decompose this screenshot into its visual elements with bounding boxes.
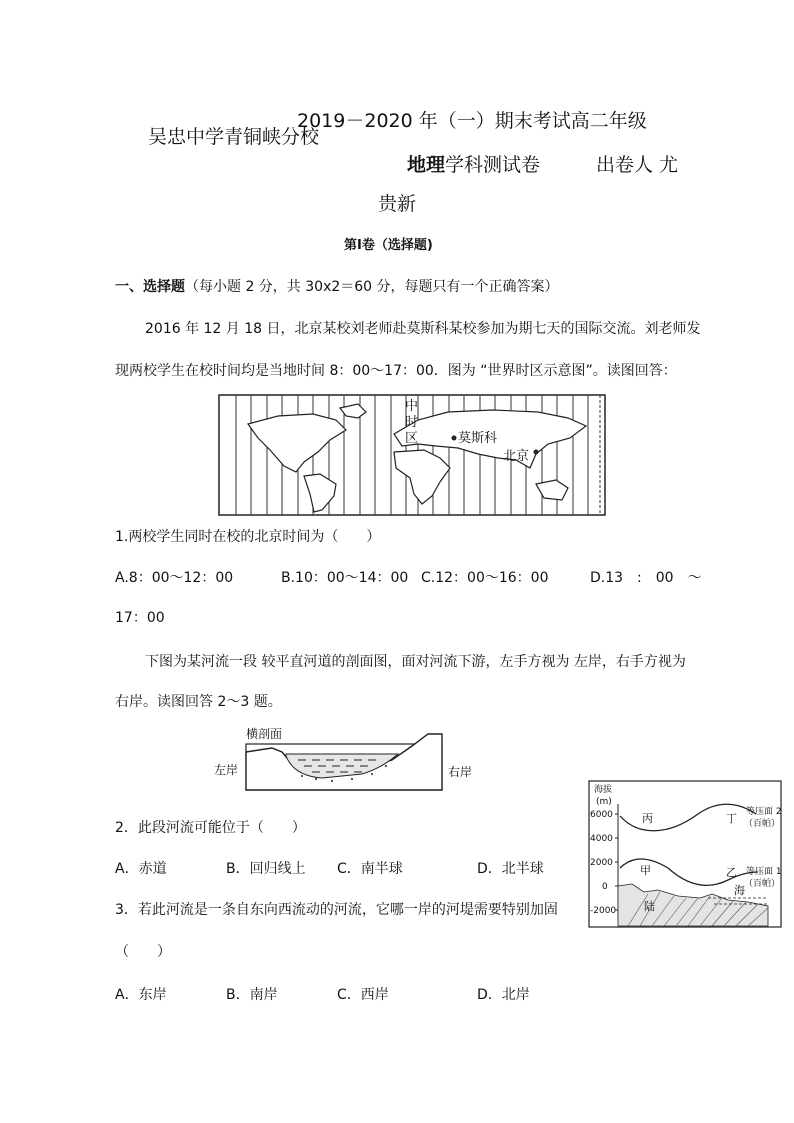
zone-char-1: 中 [405,399,419,414]
surface1-label: 等压面 1 [746,867,782,877]
q3-option-d: D．北岸 [477,987,530,1003]
subject-bold: 地理 [407,154,446,176]
point-bing: 丙 [642,812,653,825]
tick-minus-2000: -2000 [590,906,617,916]
q1-option-a: A.8：00～12：00 [115,570,234,586]
left-bank-label: 左岸 [214,763,239,777]
pressure-unit: (m) [596,797,612,807]
right-bank-label: 右岸 [448,765,473,779]
tick-2000: 2000 [590,858,613,868]
q3-option-c: C．西岸 [337,987,389,1003]
surface2-label: 等压面 2 [746,807,782,817]
pressure-ylabel: 海拔 [594,785,613,795]
author-label: 出卷人 尤 [596,154,679,176]
q1-option-b: B.10：00～14：00 [281,570,409,586]
q1-stem: 1.两校学生同时在校的北京时间为（ ） [115,529,381,545]
beijing-marker [534,450,539,455]
zone-char-2: 时 [405,415,419,430]
q1-option-d-cont: 17：00 [115,610,165,626]
q3-paren: （ ） [115,944,171,960]
q1-option-d: D.13 : 00 ～ [590,570,702,586]
q2-option-c: C．南半球 [337,861,403,877]
tick-4000: 4000 [590,834,613,844]
section-label: 一、选择题 [115,279,185,295]
q3-stem: 3．若此河流是一条自东向西流动的河流，它哪一岸的河堤需要特别加固 [115,902,558,918]
moscow-marker [452,436,457,441]
river-fig-title: 横剖面 [246,727,283,741]
section-note: （每小题 2 分，共 30x2＝60 分，每题只有一个正确答案） [185,279,559,295]
tick-0: 0 [602,882,608,892]
volume-title: 第Ⅰ卷（选择题) [344,238,433,253]
intro1-line2: 现两校学生在校时间均是当地时间 8：00～17：00．图为 “世界时区示意图”。读图回答： [115,363,677,379]
point-yi: 乙 [726,866,737,879]
intro1-line1: 2016 年 12 月 18 日，北京某校刘老师赴莫斯科某校参加为期七天的国际交流。刘老师发 [145,321,701,337]
q1-option-c: C.12：00～16：00 [421,570,549,586]
zone-char-3: 区 [405,431,419,446]
beijing-label: 北京 [503,449,530,464]
land-label: 陆 [644,900,655,913]
section-heading [115,276,559,296]
subject-rest: 学科测试卷 [445,154,541,176]
intro2-line1: 下图为某河流一段 较平直河道的剖面图，面对河流下游，左手方视为 左岸，右手方视为 [145,654,686,670]
sea-label: 海 [734,884,745,897]
moscow-label: 莫斯科 [458,431,498,446]
tick-6000: 6000 [590,810,613,820]
school-name: 吴忠中学青铜峡分校 [148,126,320,148]
surface2-unit: （百帕） [744,819,781,829]
q2-option-a: A．赤道 [115,861,167,877]
point-ding: 丁 [726,812,737,825]
q3-option-b: B．南岸 [226,987,278,1003]
subject-title [407,150,540,177]
q3-option-a: A．东岸 [115,987,167,1003]
river-cross-section [212,724,480,794]
world-timezone-map [218,394,606,516]
q2-stem: 2．此段河流可能位于（ ） [115,820,306,836]
exam-title: 2019－2020 年（一）期末考试高二年级 [297,110,647,132]
q2-option-d: D．北半球 [477,861,544,877]
intro2-line2: 右岸。读图回答 2～3 题。 [115,694,282,710]
surface1-unit: （百帕） [744,879,781,889]
isobaric-surface-diagram [588,780,782,928]
q2-option-b: B．回归线上 [226,861,306,877]
author-continued: 贵新 [378,193,417,215]
point-jia: 甲 [640,864,651,877]
